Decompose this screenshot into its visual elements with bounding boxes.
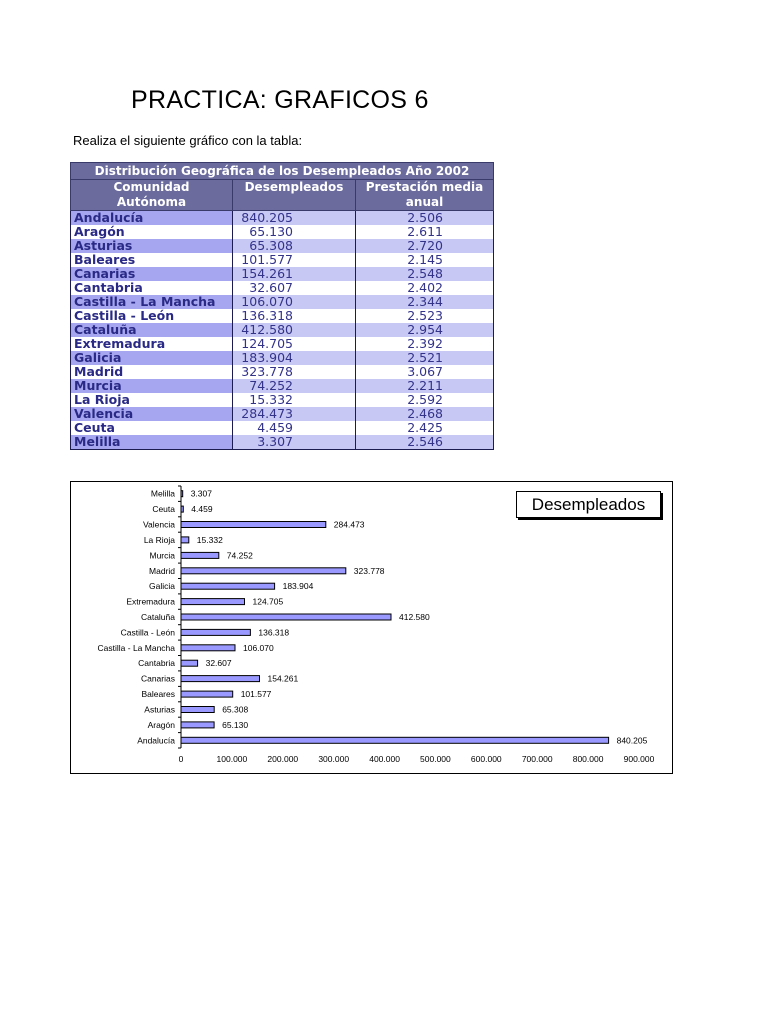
page-title: PRACTICA: GRAFICOS 6 — [131, 86, 429, 114]
category-label: Galicia — [149, 581, 175, 592]
x-tick-label: 900.000 — [623, 754, 655, 764]
category-label: Asturias — [144, 704, 175, 715]
table-row — [71, 211, 494, 226]
desempleados-cell: 3.307 — [233, 435, 356, 450]
table-row — [71, 421, 494, 435]
desempleados-cell: 183.904 — [233, 351, 356, 365]
prestacion-cell: 3.067 — [356, 365, 494, 379]
prestacion-cell: 2.954 — [356, 323, 494, 337]
table-row — [71, 365, 494, 379]
table-row — [71, 435, 494, 450]
category-label: Andalucía — [137, 735, 175, 746]
table-row — [71, 239, 494, 253]
bar — [181, 629, 250, 635]
region-name-cell: Canarias — [71, 267, 233, 281]
data-label: 412.580 — [399, 612, 430, 622]
data-label: 106.070 — [243, 642, 274, 653]
prestacion-cell: 2.548 — [356, 267, 494, 281]
prestacion-cell: 2.425 — [356, 421, 494, 435]
table-row — [71, 253, 494, 267]
region-name-cell: Andalucía — [71, 211, 233, 226]
table-row — [71, 351, 494, 365]
data-label: 323.778 — [353, 565, 385, 576]
table-row — [71, 323, 494, 337]
data-label: 124.705 — [252, 596, 284, 607]
desempleados-cell: 101.577 — [233, 253, 356, 267]
desempleados-cell: 15.332 — [233, 393, 356, 407]
region-name-cell: Castilla - La Mancha — [71, 295, 233, 309]
desempleados-cell: 106.070 — [233, 295, 356, 309]
category-label: Murcia — [149, 550, 175, 561]
data-label: 15.332 — [196, 534, 223, 545]
desempleados-cell: 154.261 — [233, 267, 356, 281]
bar — [181, 599, 245, 605]
data-label: 74.252 — [226, 550, 253, 561]
category-label: Valencia — [143, 519, 175, 530]
data-label: 65.130 — [222, 719, 249, 730]
region-name-cell: Murcia — [71, 379, 233, 393]
prestacion-cell: 2.468 — [356, 407, 494, 421]
bar — [181, 537, 189, 543]
table-body — [71, 211, 494, 450]
bar — [181, 522, 326, 528]
column-header-prestacion — [356, 180, 494, 211]
desempleados-cell: 323.778 — [233, 365, 356, 379]
category-label: La Rioja — [143, 534, 175, 545]
prestacion-cell: 2.546 — [356, 435, 494, 450]
bar — [181, 583, 275, 589]
region-name-cell: Galicia — [71, 351, 233, 365]
x-tick-label: 600.000 — [470, 754, 502, 764]
desempleados-cell: 74.252 — [233, 379, 356, 393]
region-name-cell: La Rioja — [71, 393, 233, 407]
bar-chart — [70, 481, 673, 774]
prestacion-cell: 2.521 — [356, 351, 494, 365]
prestacion-cell: 2.506 — [356, 211, 494, 226]
table-row — [71, 281, 494, 295]
desempleados-cell: 284.473 — [233, 407, 356, 421]
data-label: 183.904 — [282, 581, 314, 592]
region-name-cell: Aragón — [71, 225, 233, 239]
x-tick-label: 700.000 — [521, 754, 553, 764]
x-tick-label: 500.000 — [420, 754, 451, 764]
table-title: Distribución Geográfica de los Desempleados Año 2002 — [71, 163, 494, 180]
table-row — [71, 295, 494, 309]
category-label: Melilla — [150, 488, 175, 499]
x-tick-label: 100.000 — [216, 754, 248, 764]
desempleados-cell: 136.318 — [233, 309, 356, 323]
column-header-desempleados: Desempleados — [233, 180, 356, 211]
bar — [181, 737, 609, 743]
prestacion-cell: 2.402 — [356, 281, 494, 295]
data-label: 65.308 — [222, 704, 249, 715]
region-name-cell: Baleares — [71, 253, 233, 267]
table-row — [71, 393, 494, 407]
desempleados-cell: 32.607 — [233, 281, 356, 295]
bar — [181, 691, 233, 697]
table-row — [71, 407, 494, 421]
category-label: Aragón — [147, 719, 175, 730]
table-row — [71, 337, 494, 351]
desempleados-cell: 4.459 — [233, 421, 356, 435]
bar — [181, 660, 198, 666]
region-name-cell: Castilla - León — [71, 309, 233, 323]
region-name-cell: Cataluña — [71, 323, 233, 337]
bar — [181, 614, 391, 620]
table-row — [71, 225, 494, 239]
region-name-cell: Extremadura — [71, 337, 233, 351]
region-name-cell: Melilla — [71, 435, 233, 450]
prestacion-cell: 2.392 — [356, 337, 494, 351]
header-line: Prestación media — [365, 180, 484, 194]
desempleados-cell: 840.205 — [233, 211, 356, 226]
instruction-text: Realiza el siguiente gráfico con la tabla: — [73, 133, 303, 148]
chart-canvas — [71, 482, 672, 773]
prestacion-cell: 2.592 — [356, 393, 494, 407]
data-label: 154.261 — [267, 673, 299, 684]
region-name-cell: Ceuta — [71, 421, 233, 435]
data-label: 136.318 — [258, 627, 290, 638]
header-line: Autónoma — [116, 195, 187, 209]
desempleados-cell: 65.308 — [233, 239, 356, 253]
region-name-cell: Valencia — [71, 407, 233, 421]
x-tick-label: 400.000 — [369, 754, 400, 764]
bar — [181, 552, 219, 558]
category-label: Cataluña — [140, 612, 175, 622]
data-label: 101.577 — [240, 689, 272, 700]
desempleados-cell: 124.705 — [233, 337, 356, 351]
data-label: 4.459 — [191, 504, 213, 515]
header-line: anual — [405, 195, 444, 209]
x-tick-label: 200.000 — [267, 754, 299, 764]
category-label: Cantabria — [138, 658, 175, 669]
bar — [181, 645, 235, 651]
region-name-cell: Cantabria — [71, 281, 233, 295]
data-label: 3.307 — [190, 488, 212, 499]
x-tick-label: 300.000 — [318, 754, 350, 764]
data-label: 284.473 — [333, 519, 365, 530]
category-label: Canarias — [140, 673, 175, 684]
category-label: Baleares — [141, 689, 175, 700]
prestacion-cell: 2.720 — [356, 239, 494, 253]
bar — [181, 676, 260, 682]
bar — [181, 707, 214, 713]
table-row — [71, 267, 494, 281]
prestacion-cell: 2.344 — [356, 295, 494, 309]
desempleados-cell: 65.130 — [233, 225, 356, 239]
data-label: 32.607 — [205, 658, 232, 669]
table-row — [71, 379, 494, 393]
category-label: Castilla - León — [120, 627, 175, 638]
category-label: Castilla - La Mancha — [97, 642, 175, 653]
x-tick-label: 0 — [178, 754, 184, 764]
table-row — [71, 309, 494, 323]
desempleados-cell: 412.580 — [233, 323, 356, 337]
region-name-cell: Madrid — [71, 365, 233, 379]
category-label: Extremadura — [126, 596, 175, 607]
bar — [181, 568, 346, 574]
prestacion-cell: 2.211 — [356, 379, 494, 393]
unemployment-table — [70, 162, 494, 450]
bar — [181, 722, 214, 728]
header-line: Comunidad — [113, 180, 190, 194]
column-header-comunidad — [71, 180, 233, 211]
prestacion-cell: 2.611 — [356, 225, 494, 239]
prestacion-cell: 2.523 — [356, 309, 494, 323]
prestacion-cell: 2.145 — [356, 253, 494, 267]
category-label: Ceuta — [152, 504, 175, 515]
category-label: Madrid — [149, 565, 175, 576]
data-label: 840.205 — [616, 735, 648, 746]
chart-legend: Desempleados — [516, 491, 661, 518]
region-name-cell: Asturias — [71, 239, 233, 253]
x-tick-label: 800.000 — [572, 754, 604, 764]
